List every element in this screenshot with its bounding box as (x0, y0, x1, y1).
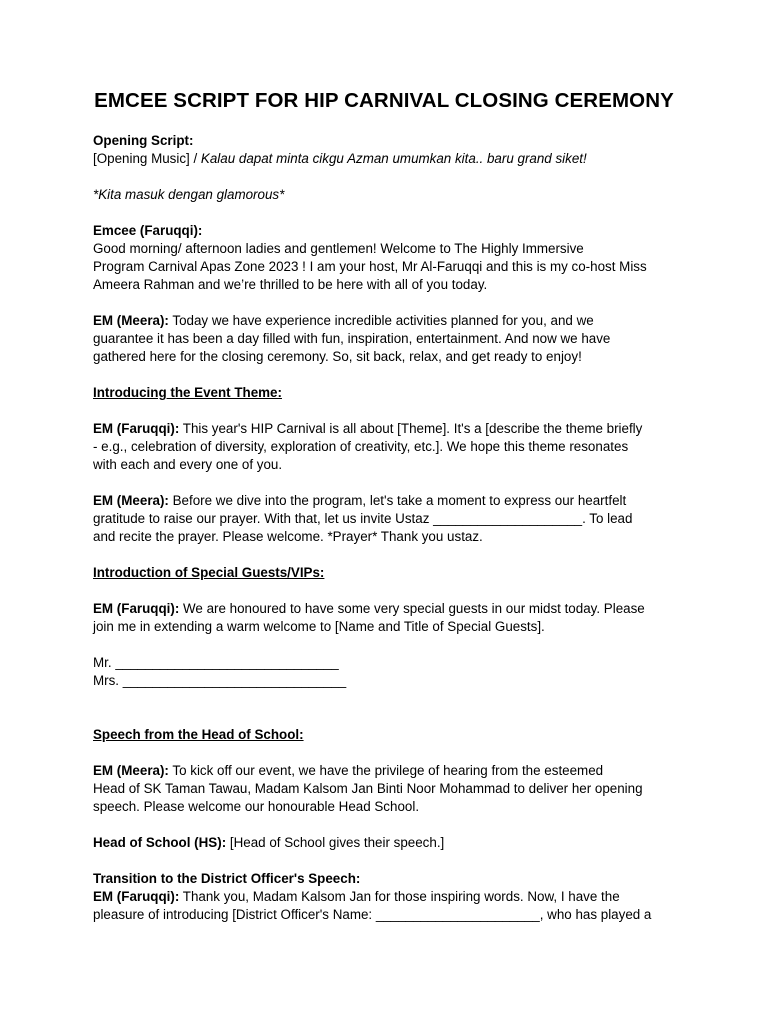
meera-paragraph (93, 312, 683, 330)
transition-heading: Transition to the District Officer's Speech: (93, 871, 361, 886)
dialogue-line: gratitude to raise our prayer. With that, let us invite Ustaz ____________________. To lead (93, 511, 633, 526)
opening-note: Kalau dapat minta cikgu Azman umumkan kita.. baru grand siket! (200, 151, 587, 166)
guests-heading: Introduction of Special Guests/VIPs: (93, 565, 325, 580)
dialogue-line: join me in extending a warm welcome to [Name and Title of Special Guests]. (93, 619, 545, 634)
theme-heading: Introducing the Event Theme: (93, 385, 282, 400)
dialogue-line: pleasure of introducing [District Officer's Name: ______________________, who has played a (93, 907, 652, 922)
guest-mr-blank: Mr. ______________________________ (93, 655, 339, 670)
speaker-label: EM (Meera): (93, 763, 169, 778)
emcee-line: Program Carnival Apas Zone 2023 ! I am your host, Mr Al-Faruqqi and this is my co-host Miss (93, 259, 647, 274)
dialogue-line: Head of SK Taman Tawau, Madam Kalsom Jan Binti Noor Mohammad to deliver her opening (93, 781, 643, 796)
dialogue-text: [Head of School gives their speech.] (226, 835, 445, 850)
opening-enter-note: *Kita masuk dengan glamorous* (93, 187, 285, 202)
opening-music-line (93, 150, 683, 168)
dialogue-line: gathered here for the closing ceremony. So, sit back, relax, and get ready to enjoy! (93, 349, 582, 364)
dialogue-text: Today we have experience incredible activities planned for you, and we (168, 313, 594, 328)
dialogue-text: To kick off our event, we have the privilege of hearing from the esteemed (168, 763, 604, 778)
dialogue-text: This year's HIP Carnival is all about [Theme]. It's a [describe the theme briefly (179, 421, 643, 436)
faruqqi-paragraph (93, 600, 683, 618)
speaker-label: Head of School (HS): (93, 835, 227, 850)
speaker-label: EM (Meera): (93, 493, 169, 508)
faruqqi-paragraph (93, 888, 683, 906)
dialogue-line: speech. Please welcome our honourable Head School. (93, 799, 420, 814)
head-speech-heading: Speech from the Head of School: (93, 727, 304, 742)
opening-heading: Opening Script: (93, 133, 194, 148)
speaker-label: EM (Faruqqi): (93, 889, 180, 904)
emcee-line: Good morning/ afternoon ladies and gentlemen! Welcome to The Highly Immersive (93, 241, 584, 256)
document-body (93, 132, 683, 924)
guest-mrs-blank: Mrs. ______________________________ (93, 673, 347, 688)
speaker-label: EM (Meera): (93, 313, 169, 328)
dialogue-line: with each and every one of you. (93, 457, 283, 472)
dialogue-text: Before we dive into the program, let's take a moment to express our heartfelt (168, 493, 627, 508)
document-title: EMCEE SCRIPT FOR HIP CARNIVAL CLOSING CEREMONY (94, 89, 674, 112)
opening-music: [Opening Music] / (93, 151, 201, 166)
speaker-label: EM (Faruqqi): (93, 421, 180, 436)
dialogue-text: Thank you, Madam Kalsom Jan for those inspiring words. Now, I have the (179, 889, 620, 904)
dialogue-line: and recite the prayer. Please welcome. *Prayer* Thank you ustaz. (93, 529, 483, 544)
emcee-line: Ameera Rahman and we’re thrilled to be here with all of you today. (93, 277, 488, 292)
emcee-heading: Emcee (Faruqqi): (93, 223, 203, 238)
faruqqi-paragraph (93, 420, 683, 438)
dialogue-text: We are honoured to have some very special guests in our midst today. Please (179, 601, 645, 616)
dialogue-line: guarantee it has been a day filled with fun, inspiration, entertainment. And now we have (93, 331, 611, 346)
meera-paragraph (93, 492, 683, 510)
dialogue-line: - e.g., celebration of diversity, exploration of creativity, etc.]. We hope this theme resonates (93, 439, 629, 454)
meera-paragraph (93, 762, 683, 780)
hs-paragraph (93, 834, 683, 852)
speaker-label: EM (Faruqqi): (93, 601, 180, 616)
